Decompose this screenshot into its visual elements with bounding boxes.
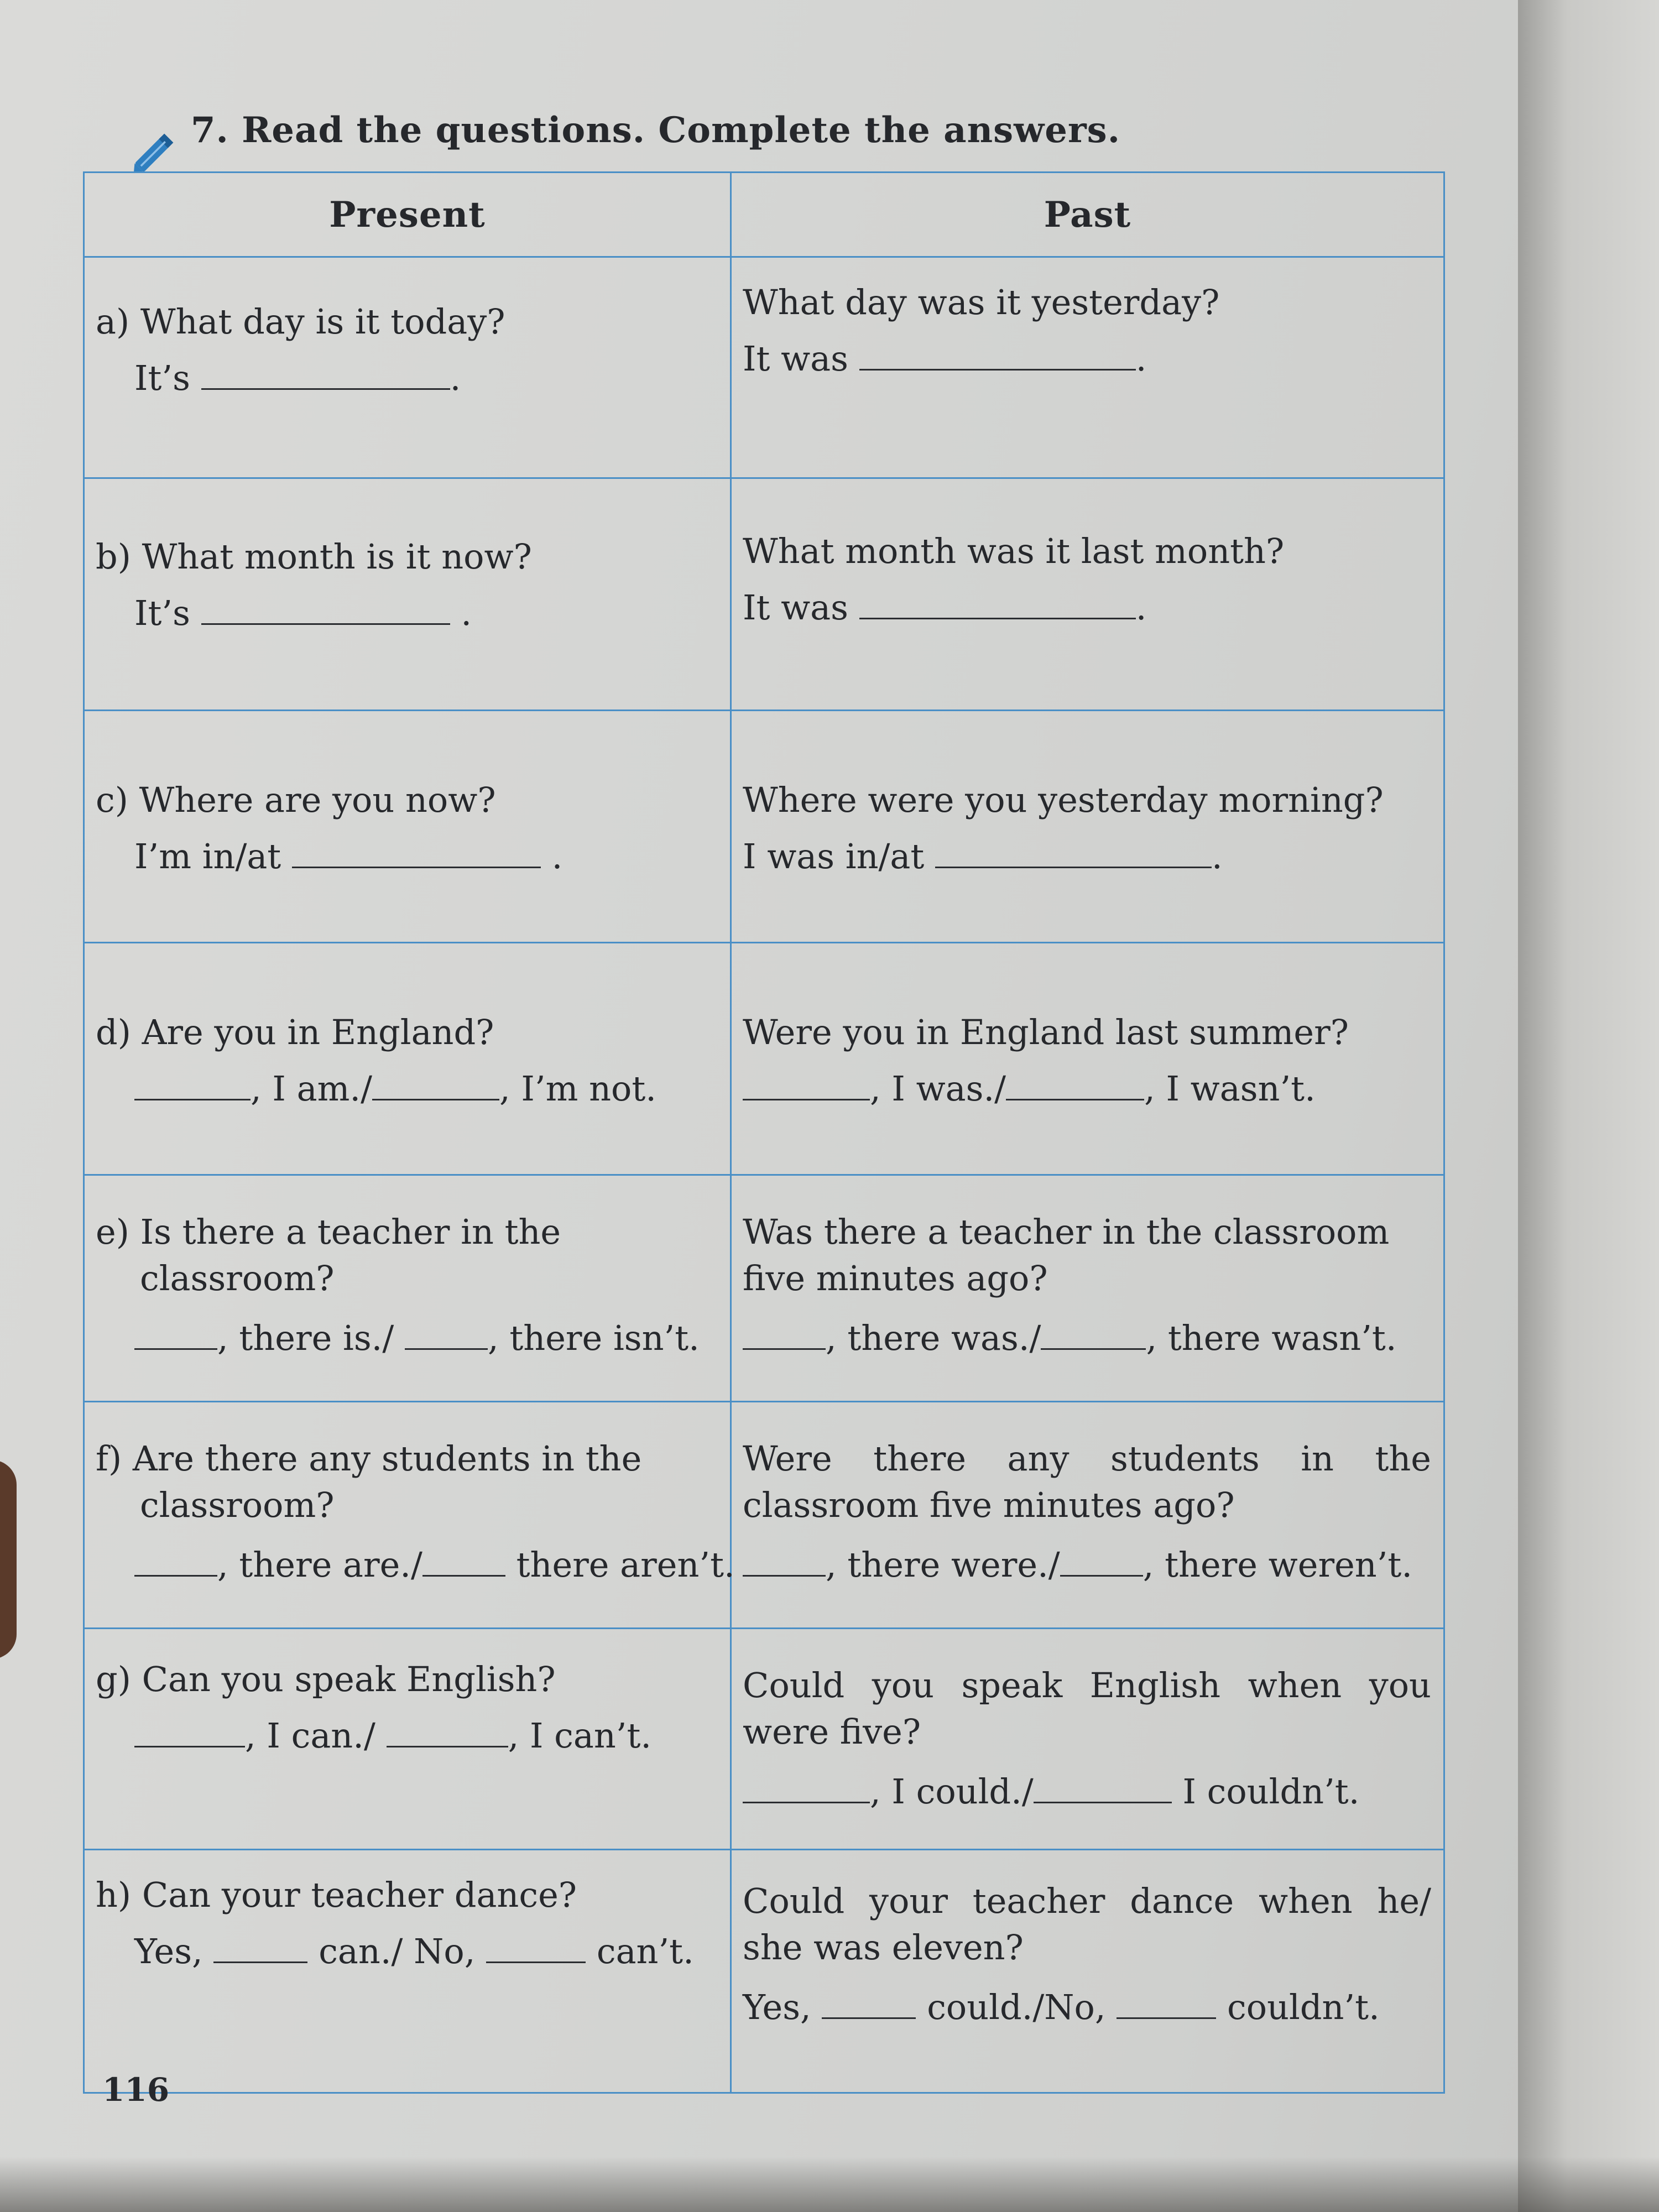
answer-blank[interactable] bbox=[743, 1344, 826, 1350]
question-cont: classroom five minutes ago? bbox=[743, 1484, 1235, 1525]
answer: It was . bbox=[743, 587, 1147, 628]
table-row bbox=[84, 478, 1444, 711]
question: Could your teacher dance when he/ bbox=[743, 1881, 1431, 1921]
table-row bbox=[84, 257, 1444, 478]
question: a) What day is it today? bbox=[96, 301, 505, 342]
answer-blank[interactable] bbox=[372, 1094, 499, 1100]
header-past: Past bbox=[731, 173, 1444, 257]
table-row bbox=[84, 1402, 1444, 1629]
table-surface bbox=[0, 2157, 1659, 2212]
answer-blank[interactable] bbox=[201, 619, 450, 625]
answer-blank[interactable] bbox=[134, 1344, 217, 1350]
question: f) Are there any students in the classroom? bbox=[96, 1438, 642, 1525]
answer-blank[interactable] bbox=[387, 1741, 508, 1747]
question: c) Where are you now? bbox=[96, 780, 496, 820]
header-present: Present bbox=[84, 173, 731, 257]
answer: , I was./ , I wasn’t. bbox=[743, 1072, 1432, 1106]
answer-blank[interactable] bbox=[213, 1957, 307, 1963]
exercise-title: 7. Read the questions. Complete the answers. bbox=[191, 109, 1120, 151]
page-number: 116 bbox=[102, 2071, 170, 2109]
answer: , I could./ I couldn’t. bbox=[743, 1775, 1432, 1809]
question-cont: she was eleven? bbox=[743, 1927, 1024, 1968]
answer-blank[interactable] bbox=[743, 1094, 870, 1100]
answer: , there was./ , there wasn’t. bbox=[743, 1321, 1432, 1355]
answer: , there were./ , there weren’t. bbox=[743, 1548, 1432, 1582]
question: g) Can you speak English? bbox=[96, 1659, 556, 1699]
question: Were there any students in the bbox=[743, 1438, 1431, 1479]
exercise-table bbox=[83, 171, 1445, 2094]
question: Could you speak English when you bbox=[743, 1665, 1431, 1705]
answer-blank[interactable] bbox=[134, 1094, 251, 1100]
answer-blank[interactable] bbox=[405, 1344, 488, 1350]
answer: Yes, could./No, couldn’t. bbox=[743, 1987, 1380, 2028]
table-row bbox=[84, 943, 1444, 1175]
question: h) Can your teacher dance? bbox=[96, 1875, 577, 1915]
answer: I’m in/at . bbox=[134, 836, 563, 877]
table-row bbox=[84, 1850, 1444, 2093]
question-cont: were five? bbox=[743, 1711, 921, 1752]
answer: , I am./ , I’m not. bbox=[96, 1072, 719, 1106]
question: What day was it yesterday? bbox=[743, 282, 1220, 322]
answer-blank[interactable] bbox=[935, 862, 1212, 868]
answer-blank[interactable] bbox=[134, 1571, 217, 1577]
answer: , I can./ , I can’t. bbox=[96, 1719, 719, 1753]
answer: I was in/at . bbox=[743, 836, 1223, 877]
answer-blank[interactable] bbox=[743, 1571, 826, 1577]
answer-blank[interactable] bbox=[292, 862, 541, 868]
table-row bbox=[84, 711, 1444, 943]
answer-blank[interactable] bbox=[822, 2013, 916, 2019]
answer: Yes, can./ No, can’t. bbox=[134, 1931, 694, 1971]
answer-blank[interactable] bbox=[1117, 2013, 1216, 2019]
table-row bbox=[84, 1629, 1444, 1850]
table-row bbox=[84, 1175, 1444, 1402]
question: Was there a teacher in the classroom five minutes ago? bbox=[743, 1212, 1390, 1298]
answer: It was . bbox=[743, 338, 1147, 379]
question: What month was it last month? bbox=[743, 531, 1285, 571]
answer-blank[interactable] bbox=[859, 364, 1136, 371]
question: Where were you yesterday morning? bbox=[743, 780, 1384, 820]
answer-blank[interactable] bbox=[743, 1797, 870, 1803]
question: Were you in England last summer? bbox=[743, 1012, 1349, 1052]
answer-blank[interactable] bbox=[859, 613, 1136, 619]
answer-blank[interactable] bbox=[486, 1957, 586, 1963]
answer-blank[interactable] bbox=[1006, 1094, 1144, 1100]
facing-page-edge bbox=[1518, 0, 1659, 2212]
question: e) Is there a teacher in the classroom? bbox=[96, 1212, 561, 1298]
question: b) What month is it now? bbox=[96, 536, 532, 577]
answer: , there are./ there aren’t. bbox=[96, 1548, 719, 1582]
answer-blank[interactable] bbox=[201, 384, 450, 390]
answer-blank[interactable] bbox=[1060, 1571, 1143, 1577]
answer: , there is./ , there isn’t. bbox=[96, 1321, 719, 1355]
answer: It’s . bbox=[134, 358, 461, 398]
answer-blank[interactable] bbox=[134, 1741, 245, 1747]
answer-blank[interactable] bbox=[1034, 1797, 1172, 1803]
answer-blank[interactable] bbox=[422, 1571, 505, 1577]
answer-blank[interactable] bbox=[1041, 1344, 1146, 1350]
header-row bbox=[84, 173, 1444, 257]
thumb bbox=[0, 1460, 17, 1659]
question: d) Are you in England? bbox=[96, 1012, 494, 1052]
answer: It’s . bbox=[134, 593, 472, 633]
